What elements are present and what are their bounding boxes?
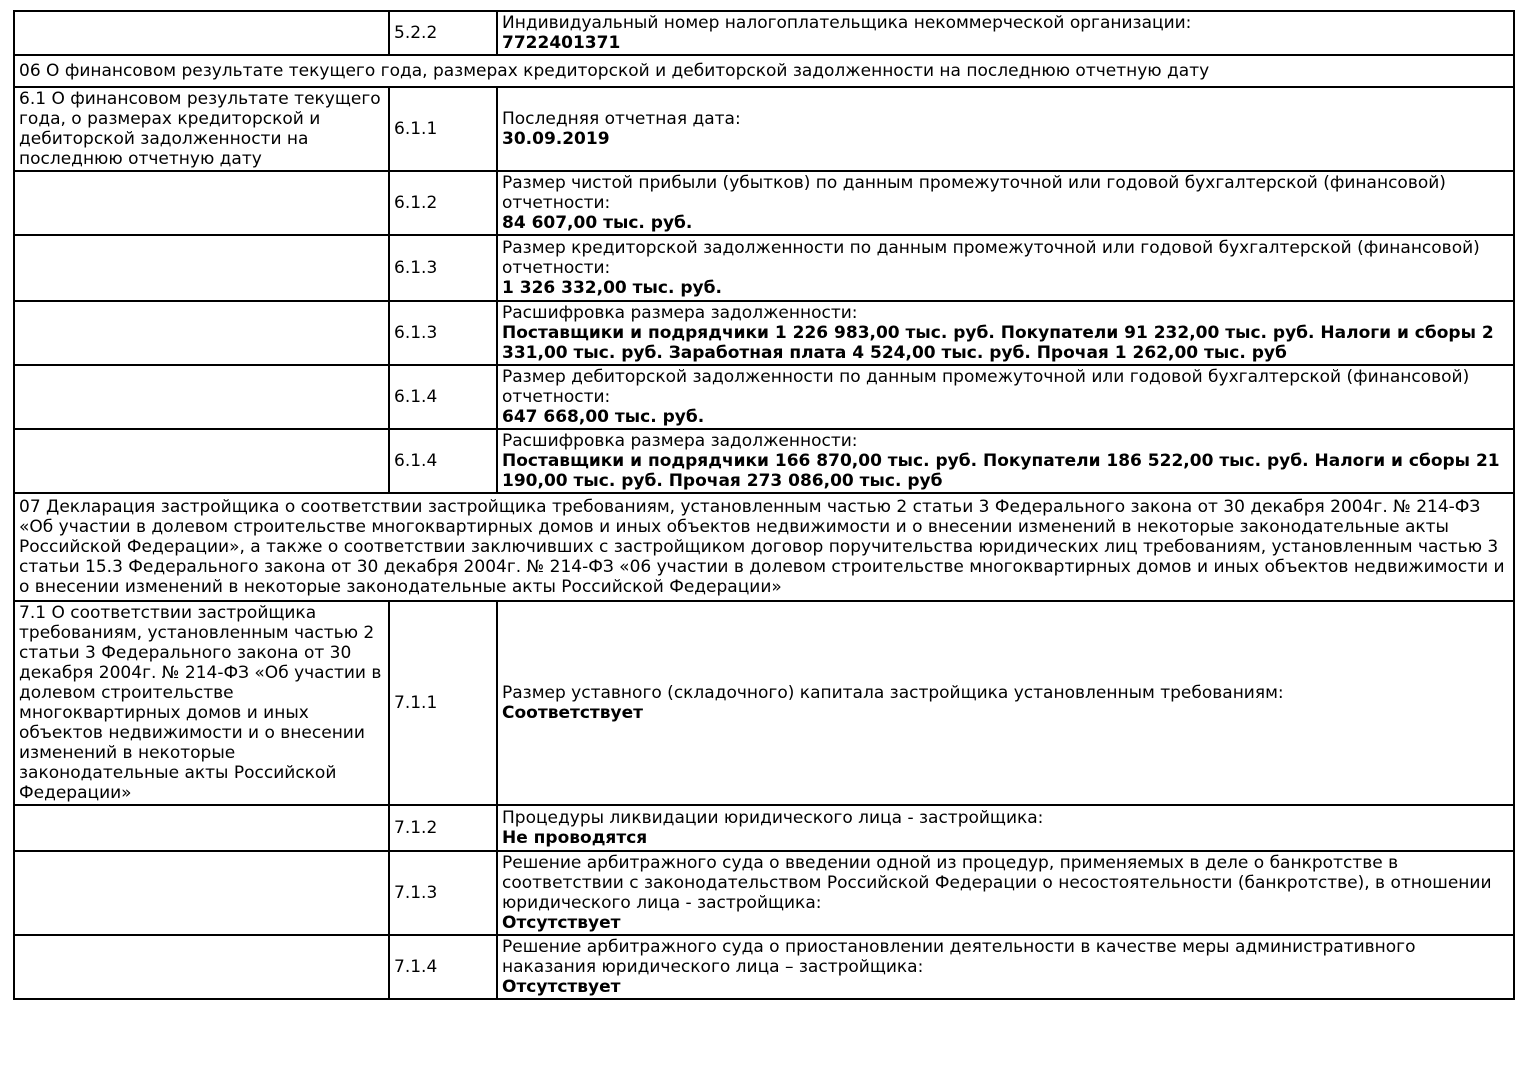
field-label: Размер дебиторской задолженности по данным промежуточной или годовой бухгалтерской (финансовой) отчетности:: [502, 367, 1470, 407]
section-header-06: 06 О финансовом результате текущего года, размерах кредиторской и дебиторской задолженности на последнюю отчетную дату: [14, 55, 1514, 87]
field-label: Размер уставного (складочного) капитала застройщика установленным требованиям:: [502, 683, 1284, 703]
row-desc-cell: [14, 171, 389, 235]
row-code-cell: 7.1.2: [389, 805, 497, 851]
field-label: Решение арбитражного суда о приостановлении деятельности в качестве меры административного наказания юридического лица – застройщика:: [502, 937, 1416, 977]
table-row-6-1-4-detail: [14, 429, 1514, 493]
row-desc-cell: [14, 301, 389, 365]
table-row-7-1-2: [14, 805, 1514, 851]
row-content-cell: [497, 301, 1514, 365]
table-row-7-1-3: [14, 851, 1514, 935]
table-row-5-2-2: [14, 11, 1514, 55]
row-code-cell: 6.1.3: [389, 301, 497, 365]
row-code-cell: 7.1.1: [389, 601, 497, 805]
row-code-cell: 6.1.3: [389, 235, 497, 301]
row-content-cell: [497, 935, 1514, 999]
row-code-cell: 5.2.2: [389, 11, 497, 55]
field-label: Расшифровка размера задолженности:: [502, 431, 858, 451]
field-value: Отсутствует: [502, 913, 621, 933]
field-label: Размер чистой прибыли (убытков) по данным промежуточной или годовой бухгалтерской (финансовой) отчетности:: [502, 173, 1446, 213]
table-row-7-1-1: [14, 601, 1514, 805]
field-label: Решение арбитражного суда о введении одной из процедур, применяемых в деле о банкротстве в соответствии с законодательством Российской Федерации о несостоятельности (банкротстве), в отношении юридического лица - застройщика:: [502, 853, 1492, 913]
row-desc-cell: [14, 235, 389, 301]
row-code-cell: 6.1.4: [389, 429, 497, 493]
field-value: 30.09.2019: [502, 129, 610, 149]
field-value: 84 607,00 тыс. руб.: [502, 213, 693, 233]
field-value: 7722401371: [502, 33, 621, 53]
table-row-7-1-4: [14, 935, 1514, 999]
row-content-cell: [497, 805, 1514, 851]
section-header-07: 07 Декларация застройщика о соответствии застройщика требованиям, установленным частью 2 статьи 3 Федерального закона от 30 декабря 2004г. № 214-ФЗ «Об участии в долевом строительстве многоквартирных домов и иных объектов недвижимости и о внесении изменений в некоторые законодательные акты Российской Федерации», а также о соответствии заключивших с застройщиком договор поручительства юридических лиц требованиям, установленным частью 3 статьи 15.3 Федерального закона от 30 декабря 2004г. № 214-ФЗ «06 участии в долевом строительстве многоквартирных домов и иных объектов недвижимости и о внесении изменений в некоторые законодательные акты Российской Федерации»: [14, 493, 1514, 601]
field-label: Индивидуальный номер налогоплательщика некоммерческой организации:: [502, 13, 1192, 33]
field-value: Соответствует: [502, 703, 643, 723]
row-desc-cell: [14, 11, 389, 55]
row-content-cell: [497, 851, 1514, 935]
section-header-row-06: [14, 55, 1514, 87]
field-value: Поставщики и подрядчики 1 226 983,00 тыс. руб. Покупатели 91 232,00 тыс. руб. Налоги и сборы 2 331,00 тыс. руб. Заработная плата 4 524,00 тыс. руб. Прочая 1 262,00 тыс. руб: [502, 323, 1494, 363]
field-label: Размер кредиторской задолженности по данным промежуточной или годовой бухгалтерской (финансовой) отчетности:: [502, 238, 1480, 278]
row-desc-cell: 6.1 О финансовом результате текущего года, о размерах кредиторской и дебиторской задолженности на последнюю отчетную дату: [14, 87, 389, 171]
row-code-cell: 6.1.2: [389, 171, 497, 235]
table-row-6-1-1: [14, 87, 1514, 171]
field-value: 1 326 332,00 тыс. руб.: [502, 278, 722, 298]
row-desc-cell: [14, 851, 389, 935]
row-code-cell: 7.1.4: [389, 935, 497, 999]
row-code-cell: 7.1.3: [389, 851, 497, 935]
table-row-6-1-3-detail: [14, 301, 1514, 365]
field-value: Отсутствует: [502, 977, 621, 997]
row-code-cell: 6.1.4: [389, 365, 497, 429]
row-content-cell: [497, 87, 1514, 171]
row-content-cell: [497, 171, 1514, 235]
field-value: Не проводятся: [502, 828, 648, 848]
row-desc-cell: [14, 805, 389, 851]
row-content-cell: [497, 11, 1514, 55]
table-row-6-1-2: [14, 171, 1514, 235]
row-content-cell: [497, 235, 1514, 301]
row-content-cell: [497, 429, 1514, 493]
table-row-6-1-3: [14, 235, 1514, 301]
row-code-cell: 6.1.1: [389, 87, 497, 171]
row-desc-cell: 7.1 О соответствии застройщика требованиям, установленным частью 2 статьи 3 Федерального закона от 30 декабря 2004г. № 214-ФЗ «Об участии в долевом строительстве многоквартирных домов и иных объектов недвижимости и о внесении изменений в некоторые законодательные акты Российской Федерации»: [14, 601, 389, 805]
field-label: Процедуры ликвидации юридического лица - застройщика:: [502, 808, 1044, 828]
section-header-row-07: [14, 493, 1514, 601]
field-label: Последняя отчетная дата:: [502, 109, 741, 129]
row-desc-cell: [14, 935, 389, 999]
declaration-table: [13, 10, 1515, 1000]
field-value: 647 668,00 тыс. руб.: [502, 407, 705, 427]
row-content-cell: [497, 365, 1514, 429]
table-row-6-1-4: [14, 365, 1514, 429]
row-content-cell: [497, 601, 1514, 805]
field-label: Расшифровка размера задолженности:: [502, 303, 858, 323]
field-value: Поставщики и подрядчики 166 870,00 тыс. руб. Покупатели 186 522,00 тыс. руб. Налоги и сборы 21 190,00 тыс. руб. Прочая 273 086,00 тыс. руб: [502, 451, 1500, 491]
row-desc-cell: [14, 365, 389, 429]
row-desc-cell: [14, 429, 389, 493]
